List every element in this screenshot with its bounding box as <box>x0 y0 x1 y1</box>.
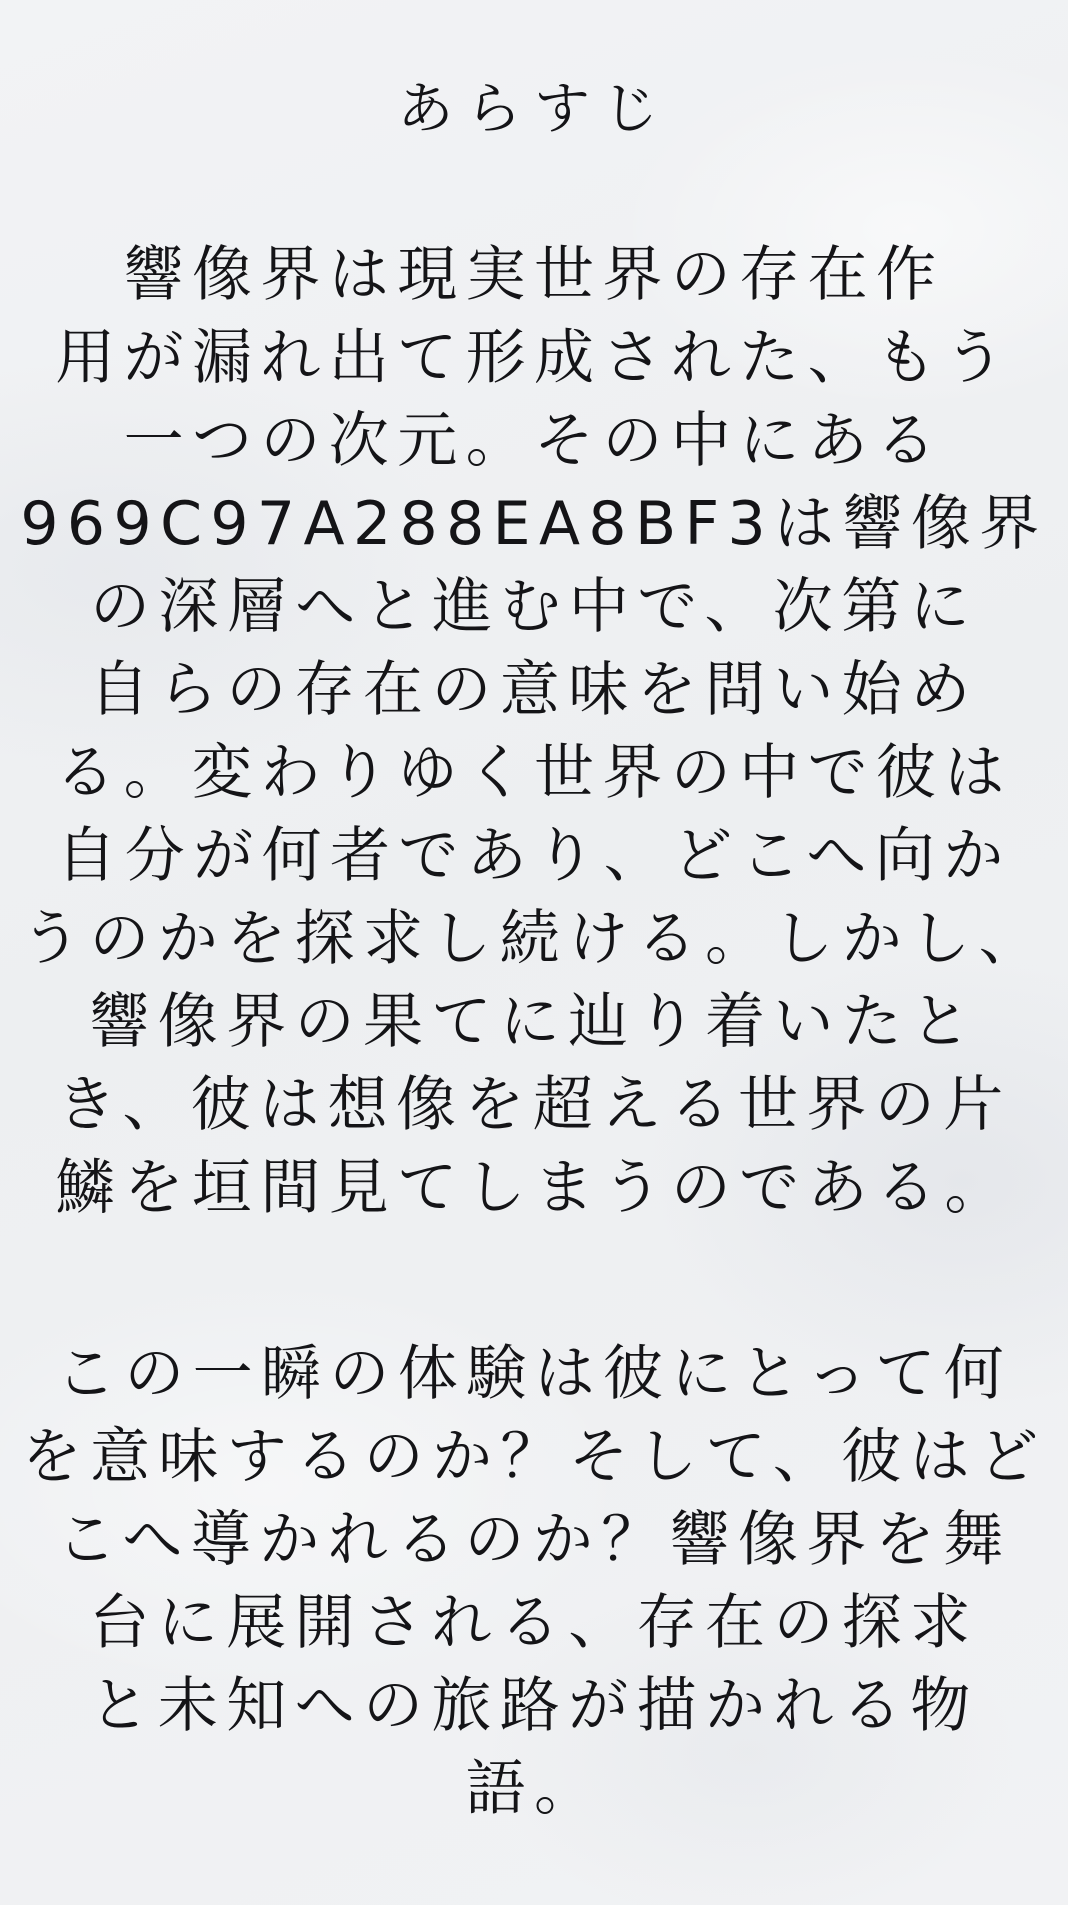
paragraph-gap <box>0 1230 1068 1333</box>
text-line: 一つの次元。その中にある <box>123 406 945 476</box>
text-line: 語。 <box>465 1754 603 1824</box>
synopsis-title <box>0 68 1068 151</box>
page-title: あらすじ <box>397 77 671 142</box>
text-line: 自らの存在の意味を問い始め <box>89 655 979 725</box>
text-line: る。変わりゆく世界の中で彼は <box>55 738 1013 808</box>
text-line: の深層へと進む中で、次第に <box>90 572 978 642</box>
text-line: を意味するのか？そして、彼はど <box>21 1422 1047 1492</box>
text-line: 969C97A288EA8BF3は響像界 <box>20 489 1048 559</box>
text-line: こへ導かれるのか？響像界を舞 <box>56 1505 1012 1575</box>
title-paragraph-gap <box>0 151 1068 234</box>
text-line: 自分が何者であり、どこへ向か <box>56 821 1012 891</box>
text-line: 響像界の果てに辿り着いたと <box>89 987 979 1057</box>
text-line: 鱗を垣間見てしまうのである。 <box>55 1153 1013 1223</box>
text-line: 響像界は現実世界の存在作 <box>123 240 945 310</box>
text-line: 台に展開される、存在の探求 <box>89 1588 979 1658</box>
text-line: 用が漏れ出て形成された、もう <box>55 323 1013 393</box>
text-line: この一瞬の体験は彼にとって何 <box>55 1339 1013 1409</box>
synopsis-paragraph-2 <box>0 1333 1068 1831</box>
synopsis-paragraph-1 <box>0 234 1068 1230</box>
text-line: と未知への旅路が描かれる物 <box>89 1671 979 1741</box>
text-line: き、彼は想像を超える世界の片 <box>56 1070 1012 1140</box>
text-line: うのかを探求し続ける。しかし、 <box>21 904 1047 974</box>
